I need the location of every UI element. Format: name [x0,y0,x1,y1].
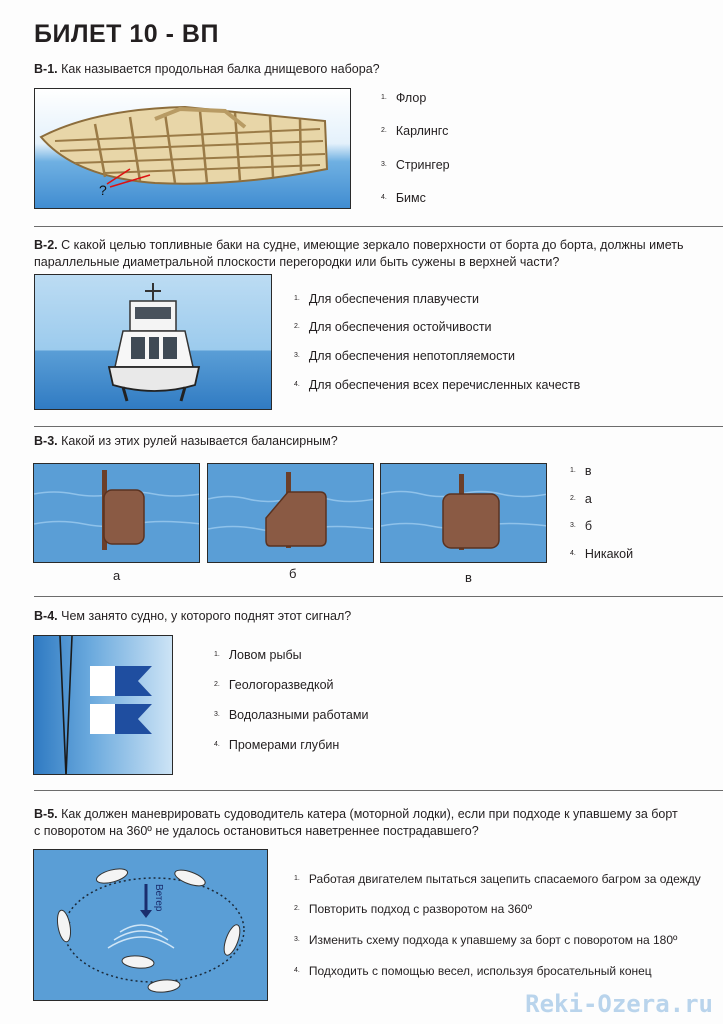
question-1-option-4[interactable]: $^{4.}$ Бимс [381,191,426,205]
question-1-option-3[interactable]: $^{3.}$ Стрингер [381,158,450,172]
question-4-option-1[interactable]: $^{1.}$ Ловом рыбы [214,648,302,662]
question-5-option-2[interactable]: $^{2.}$ Повторить подход с разворотом на 360º [294,902,532,916]
rudder-caption-a: а [113,568,121,583]
question-5-option-4[interactable]: $^{4.}$ Подходить с помощью весел, используя бросательный конец [294,964,652,978]
divider [34,790,723,791]
question-4-option-3[interactable]: $^{3.}$ Водолазными работами [214,708,369,722]
question-3-option-2[interactable]: $^{2.}$ а [570,492,592,506]
question-1-image-label: ? [99,182,107,198]
question-1-image [34,88,351,209]
question-2-option-3[interactable]: $^{3.}$ Для обеспечения непотопляемости [294,349,516,363]
question-4 [34,608,351,625]
question-4-number: В-4. [34,609,58,623]
wind-label: Ветер [153,884,164,912]
question-1 [34,61,380,78]
question-1-text: Как называется продольная балка днищевого набора? [61,62,380,76]
rudder-caption-v: в [465,570,472,585]
question-4-option-4[interactable]: $^{4.}$ Промерами глубин [214,738,340,752]
question-4-option-2[interactable]: $^{2.}$ Геологоразведкой [214,678,334,692]
question-5-number: В-5. [34,807,58,821]
rudder-image-b [207,463,374,563]
question-2-option-2[interactable]: $^{2.}$ Для обеспечения остойчивости [294,320,492,334]
question-5-text: Как должен маневрировать судоводитель катера (моторной лодки), если при подходе к упавшему за борт с поворотом на 360º не удалось остановиться наветреннее пострадавшего? [34,807,678,838]
divider [34,226,723,227]
question-3 [34,433,338,450]
divider [34,426,723,427]
question-5-image [33,849,268,1001]
divider [34,596,723,597]
watermark: Reki-Ozera.ru [525,990,713,1018]
rudder-image-a [33,463,200,563]
question-4-text: Чем занято судно, у которого поднят этот сигнал? [61,609,352,623]
page-title: БИЛЕТ 10 - ВП [34,20,219,48]
question-3-text: Какой из этих рулей называется балансирным? [61,434,338,448]
question-1-option-1[interactable]: $^{1.}$ Флор [381,91,427,105]
question-2-number: В-2. [34,238,58,252]
question-3-option-4[interactable]: $^{4.}$ Никакой [570,547,634,561]
question-1-option-2[interactable]: $^{2.}$ Карлингс [381,124,449,138]
question-5-option-1[interactable]: $^{1.}$ Работая двигателем пытаться зацепить спасаемого багром за одежду [294,872,701,886]
question-3-option-1[interactable]: $^{1.}$ в [570,464,592,478]
question-5-option-3[interactable]: $^{3.}$ Изменить схему подхода к упавшему за борт с поворотом на 180º [294,933,678,947]
question-2-option-4[interactable]: $^{4.}$ Для обеспечения всех перечисленных качеств [294,378,581,392]
question-2-text: С какой целью топливные баки на судне, имеющие зеркало поверхности от борта до борта, должны иметь параллельные диаметральной плоскости перегородки или быть сужены в верхней части? [34,238,684,269]
question-3-number: В-3. [34,434,58,448]
question-4-image [33,635,173,775]
question-2-image [34,274,272,410]
rudder-caption-b: б [289,566,297,581]
question-2-option-1[interactable]: $^{1.}$ Для обеспечения плавучести [294,292,479,306]
question-5 [34,806,684,840]
question-2 [34,237,684,271]
question-1-number: В-1. [34,62,58,76]
rudder-image-v [380,463,547,563]
question-3-option-3[interactable]: $^{3.}$ б [570,519,593,533]
